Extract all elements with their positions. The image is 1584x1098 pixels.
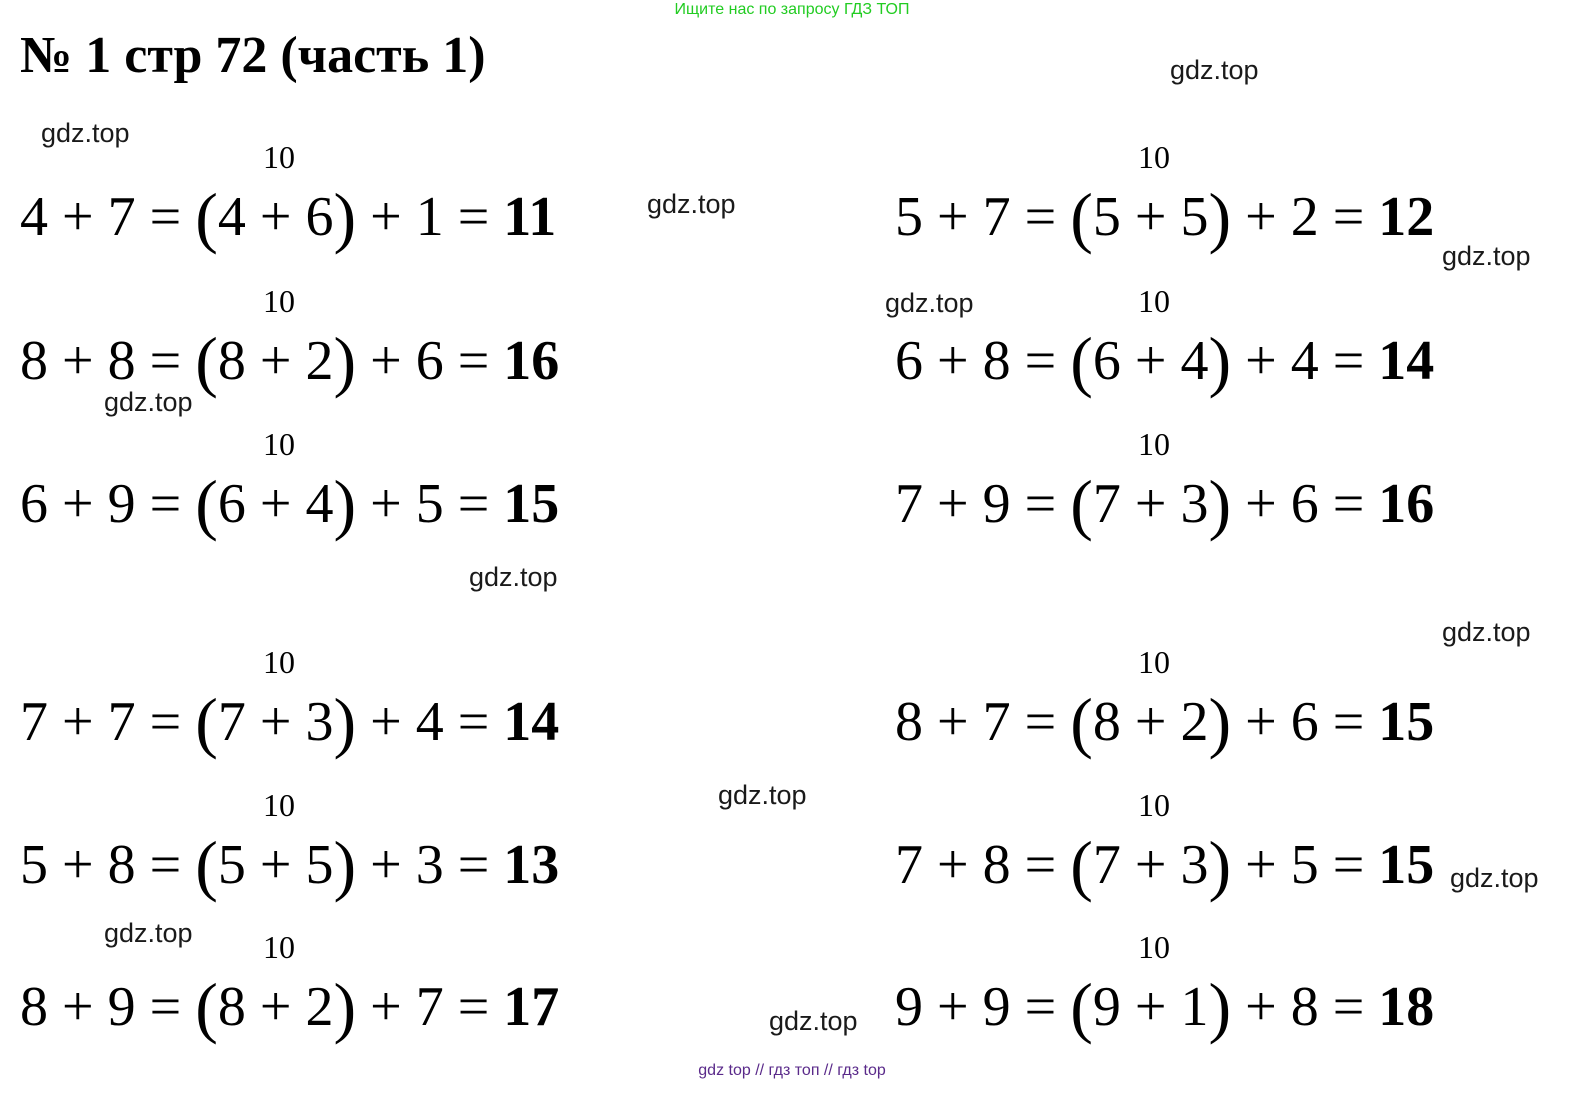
equation-number: 3 xyxy=(1180,834,1209,896)
paren: ( xyxy=(1070,969,1093,1045)
operator: + xyxy=(48,691,108,753)
equation-number: 4 xyxy=(20,186,48,248)
operator: + xyxy=(923,691,983,753)
watermark: gdz.top xyxy=(469,562,558,592)
equation-number: 9 xyxy=(107,976,136,1038)
operator: = xyxy=(1010,976,1071,1038)
equation-number: 6 xyxy=(1290,691,1319,753)
equation-number: 6 xyxy=(305,186,334,248)
equation-number: 4 xyxy=(1290,330,1319,392)
paren: ) xyxy=(1208,684,1232,760)
operator: = xyxy=(1010,473,1071,535)
equation-number: 5 xyxy=(1180,186,1209,248)
watermark: gdz.top xyxy=(885,288,974,318)
equation-number: 7 xyxy=(217,691,246,753)
equation xyxy=(20,683,560,760)
operator: = xyxy=(443,834,504,896)
ten-label: 10 xyxy=(263,644,295,680)
operator: + xyxy=(1231,691,1291,753)
paren: ) xyxy=(1208,323,1232,399)
watermark: gdz.top xyxy=(1170,55,1259,85)
operator: + xyxy=(356,976,416,1038)
equation-number: 2 xyxy=(305,976,334,1038)
equation xyxy=(895,178,1435,255)
ten-label: 10 xyxy=(1138,644,1170,680)
ten-label: 10 xyxy=(263,929,295,965)
paren: ) xyxy=(333,969,357,1045)
equation-result: 15 xyxy=(1378,691,1435,753)
equation-number: 7 xyxy=(982,186,1011,248)
equation-number: 8 xyxy=(20,976,48,1038)
operator: + xyxy=(245,330,306,392)
equation-number: 8 xyxy=(107,330,136,392)
equation-result: 14 xyxy=(1378,330,1435,392)
equation-result: 12 xyxy=(1378,186,1435,248)
watermark: gdz.top xyxy=(647,189,736,219)
ten-label: 10 xyxy=(1138,283,1170,319)
equation-number: 5 xyxy=(415,473,444,535)
operator: = xyxy=(1318,330,1379,392)
paren: ) xyxy=(1208,827,1232,903)
operator: = xyxy=(1318,976,1379,1038)
equation-number: 4 xyxy=(1180,330,1209,392)
equation-number: 8 xyxy=(895,691,923,753)
paren: ) xyxy=(333,684,357,760)
equation-number: 1 xyxy=(415,186,444,248)
equation xyxy=(20,465,560,542)
equation-number: 7 xyxy=(107,186,136,248)
paren: ) xyxy=(1208,969,1232,1045)
equation-number: 7 xyxy=(982,691,1011,753)
equation-number: 7 xyxy=(107,691,136,753)
equation-result: 14 xyxy=(503,691,560,753)
operator: + xyxy=(48,330,108,392)
operator: + xyxy=(1120,834,1181,896)
equation-number: 7 xyxy=(20,691,48,753)
paren: ( xyxy=(1070,684,1093,760)
equation-number: 7 xyxy=(415,976,444,1038)
paren: ( xyxy=(195,969,218,1045)
operator: + xyxy=(245,691,306,753)
watermark: gdz.top xyxy=(1450,863,1539,893)
operator: + xyxy=(245,473,306,535)
paren: ( xyxy=(195,179,218,255)
ten-label: 10 xyxy=(263,787,295,823)
equation-number: 4 xyxy=(217,186,246,248)
operator: + xyxy=(1120,330,1181,392)
equation-number: 6 xyxy=(1290,473,1319,535)
operator: + xyxy=(356,473,416,535)
operator: = xyxy=(443,330,504,392)
equation xyxy=(895,968,1435,1045)
operator: = xyxy=(135,834,196,896)
operator: = xyxy=(1318,834,1379,896)
equation-number: 6 xyxy=(415,330,444,392)
equation-number: 8 xyxy=(20,330,48,392)
ten-label: 10 xyxy=(1138,426,1170,462)
equation-result: 16 xyxy=(1378,473,1435,535)
equation xyxy=(895,826,1435,903)
operator: = xyxy=(1318,691,1379,753)
equation-number: 6 xyxy=(895,330,923,392)
search-banner: Ищите нас по запросу ГДЗ ТОП xyxy=(674,1,910,18)
watermark: gdz.top xyxy=(769,1006,858,1036)
equation xyxy=(20,178,557,255)
equation xyxy=(20,322,560,399)
ten-label: 10 xyxy=(263,426,295,462)
equation-number: 7 xyxy=(895,834,923,896)
operator: + xyxy=(48,834,108,896)
equation-result: 11 xyxy=(503,186,557,248)
operator: + xyxy=(1120,691,1181,753)
equation-number: 4 xyxy=(305,473,334,535)
ten-label: 10 xyxy=(263,283,295,319)
footer-watermark: gdz top // гдз топ // гдз top xyxy=(698,1062,886,1079)
paren: ( xyxy=(1070,466,1093,542)
operator: + xyxy=(1231,186,1291,248)
equation-number: 5 xyxy=(217,834,246,896)
operator: + xyxy=(48,186,108,248)
equation-result: 15 xyxy=(1378,834,1435,896)
watermark: gdz.top xyxy=(104,918,193,948)
equation-number: 1 xyxy=(1180,976,1209,1038)
operator: = xyxy=(1010,834,1071,896)
paren: ) xyxy=(333,827,357,903)
equation-result: 16 xyxy=(503,330,560,392)
operator: + xyxy=(245,976,306,1038)
equation-number: 7 xyxy=(895,473,923,535)
paren: ( xyxy=(195,466,218,542)
operator: + xyxy=(356,330,416,392)
equation xyxy=(895,683,1435,760)
paren: ) xyxy=(333,323,357,399)
operator: = xyxy=(1010,691,1071,753)
operator: = xyxy=(1010,330,1071,392)
equation-number: 8 xyxy=(107,834,136,896)
equation xyxy=(20,826,560,903)
operator: = xyxy=(443,186,504,248)
paren: ( xyxy=(1070,179,1093,255)
equation xyxy=(895,322,1435,399)
equation-number: 5 xyxy=(305,834,334,896)
equation-result: 18 xyxy=(1378,976,1435,1038)
equation xyxy=(20,968,560,1045)
equation-number: 8 xyxy=(217,330,246,392)
equation-number: 6 xyxy=(217,473,246,535)
operator: + xyxy=(1231,976,1291,1038)
operator: = xyxy=(443,976,504,1038)
operator: + xyxy=(48,473,108,535)
operator: = xyxy=(1010,186,1071,248)
operator: + xyxy=(1231,330,1291,392)
operator: + xyxy=(356,691,416,753)
equation-number: 9 xyxy=(107,473,136,535)
equation-number: 2 xyxy=(1290,186,1319,248)
paren: ( xyxy=(195,323,218,399)
equation-result: 15 xyxy=(503,473,560,535)
operator: + xyxy=(923,834,983,896)
equation-number: 7 xyxy=(1092,834,1121,896)
paren: ) xyxy=(333,179,357,255)
equation-number: 6 xyxy=(20,473,48,535)
page-title: № 1 стр 72 (часть 1) xyxy=(20,27,486,84)
operator: + xyxy=(923,186,983,248)
equation-number: 9 xyxy=(895,976,923,1038)
ten-label: 10 xyxy=(1138,139,1170,175)
equation-number: 9 xyxy=(982,473,1011,535)
paren: ) xyxy=(1208,179,1232,255)
equation-number: 5 xyxy=(1092,186,1121,248)
watermark: gdz.top xyxy=(718,780,807,810)
equation-number: 2 xyxy=(1180,691,1209,753)
equation-number: 2 xyxy=(305,330,334,392)
equation-number: 9 xyxy=(1092,976,1121,1038)
operator: + xyxy=(923,473,983,535)
ten-label: 10 xyxy=(1138,787,1170,823)
operator: + xyxy=(245,186,306,248)
paren: ( xyxy=(1070,323,1093,399)
equation-number: 4 xyxy=(415,691,444,753)
operator: + xyxy=(1120,186,1181,248)
paren: ) xyxy=(1208,466,1232,542)
operator: = xyxy=(135,976,196,1038)
equation-number: 8 xyxy=(982,834,1011,896)
equation-number: 3 xyxy=(415,834,444,896)
equation-number: 5 xyxy=(895,186,923,248)
equation xyxy=(895,465,1435,542)
operator: + xyxy=(923,330,983,392)
operator: + xyxy=(356,186,416,248)
equation-number: 3 xyxy=(305,691,334,753)
equation-number: 5 xyxy=(1290,834,1319,896)
operator: + xyxy=(1120,473,1181,535)
paren: ( xyxy=(195,684,218,760)
equation-number: 8 xyxy=(1290,976,1319,1038)
paren: ( xyxy=(1070,827,1093,903)
operator: + xyxy=(923,976,983,1038)
watermark: gdz.top xyxy=(1442,617,1531,647)
watermark: gdz.top xyxy=(1442,241,1531,271)
equation-number: 5 xyxy=(20,834,48,896)
operator: = xyxy=(1318,186,1379,248)
equation-number: 3 xyxy=(1180,473,1209,535)
watermark: gdz.top xyxy=(104,387,193,417)
operator: = xyxy=(443,473,504,535)
equation-number: 7 xyxy=(1092,473,1121,535)
operator: = xyxy=(135,473,196,535)
equation-number: 9 xyxy=(982,976,1011,1038)
operator: = xyxy=(135,186,196,248)
operator: = xyxy=(135,691,196,753)
equation-number: 6 xyxy=(1092,330,1121,392)
equation-result: 17 xyxy=(503,976,560,1038)
operator: + xyxy=(48,976,108,1038)
operator: = xyxy=(135,330,196,392)
operator: + xyxy=(1231,834,1291,896)
equation-number: 8 xyxy=(217,976,246,1038)
watermark: gdz.top xyxy=(41,118,130,148)
paren: ( xyxy=(195,827,218,903)
operator: + xyxy=(1231,473,1291,535)
operator: + xyxy=(245,834,306,896)
equation-number: 8 xyxy=(982,330,1011,392)
operator: + xyxy=(356,834,416,896)
ten-label: 10 xyxy=(1138,929,1170,965)
paren: ) xyxy=(333,466,357,542)
ten-label: 10 xyxy=(263,139,295,175)
equation-result: 13 xyxy=(503,834,560,896)
operator: + xyxy=(1120,976,1181,1038)
operator: = xyxy=(1318,473,1379,535)
equation-number: 8 xyxy=(1092,691,1121,753)
operator: = xyxy=(443,691,504,753)
